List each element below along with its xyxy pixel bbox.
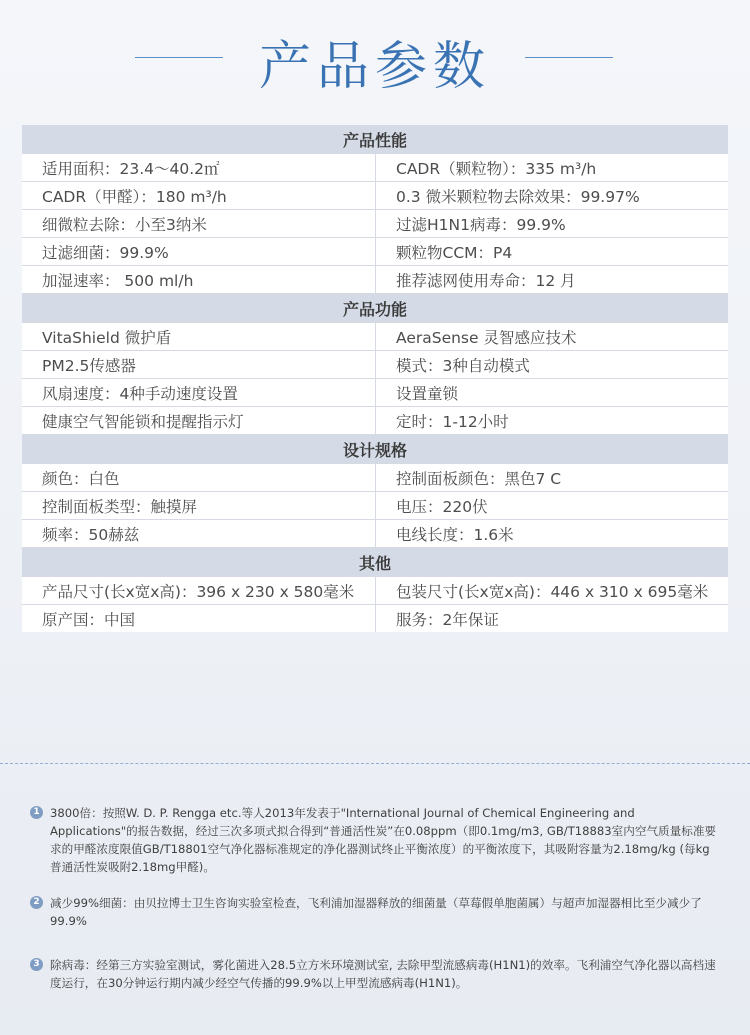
spec-cell-left: 风扇速度：4种手动速度设置 — [22, 379, 376, 407]
spec-cell-left: 适用面积：23.4～40.2㎡ — [22, 154, 376, 182]
spec-cell-left: 健康空气智能锁和提醒指示灯 — [22, 407, 376, 435]
spec-cell-left: 加湿速率： 500 ml/h — [22, 266, 376, 294]
title-divider-right — [525, 57, 613, 58]
spec-cell-left: 细微粒去除：小至3纳米 — [22, 210, 376, 238]
page-header — [0, 18, 750, 98]
footnote-number-badge: 1 — [30, 806, 43, 819]
section-header-row — [22, 125, 728, 154]
spec-cell-left: 产品尺寸(长x宽x高)：396 x 230 x 580毫米 — [22, 577, 376, 605]
section-header-row — [22, 548, 728, 577]
spec-row — [22, 407, 728, 435]
spec-cell-right: 颗粒物CCM：P4 — [376, 238, 729, 266]
notes-divider — [0, 763, 750, 764]
footnote-1 — [30, 804, 720, 876]
spec-cell-right: 电压：220伏 — [376, 492, 729, 520]
spec-row — [22, 154, 728, 182]
spec-cell-right: AeraSense 灵智感应技术 — [376, 323, 729, 351]
section-header-row — [22, 294, 728, 323]
footnote-text: 3800倍：按照W. D. P. Rengga etc.等人2013年发表于"International Journal of Chemical Engineering and Applications"的报告数据，经过三次多项式拟合得到“普通活性炭”在0.08ppm（即0.1mg/m3, GB/T18883室内空气质量标准要求的甲醛浓度限值GB/T18801空气净化器标准规定的净化器测试终止平衡浓度）的平衡浓度下，其吸附容量为2.18mg/kg (每kg普通活性炭吸附2.18mg甲醛)。 — [50, 806, 717, 874]
footnote-3 — [30, 956, 720, 992]
section-heading: 设计规格 — [22, 435, 728, 464]
spec-row — [22, 492, 728, 520]
spec-row — [22, 577, 728, 605]
section-heading: 其他 — [22, 548, 728, 577]
spec-row — [22, 266, 728, 294]
spec-cell-left: 控制面板类型：触摸屏 — [22, 492, 376, 520]
spec-cell-left: 颜色：白色 — [22, 464, 376, 492]
footnote-number-badge: 3 — [30, 958, 43, 971]
spec-row — [22, 351, 728, 379]
spec-row — [22, 323, 728, 351]
spec-row — [22, 520, 728, 548]
spec-cell-right: 0.3 微米颗粒物去除效果：99.97% — [376, 182, 729, 210]
spec-row — [22, 379, 728, 407]
footnote-text: 除病毒：经第三方实验室测试，雾化菌进入28.5立方米环境测试室, 去除甲型流感病毒(H1N1)的效率。飞利浦空气净化器以高档速度运行，在30分钟运行期内减少经空气传播的99.9%以上甲型流感病毒(H1N1)。 — [50, 958, 716, 990]
spec-cell-right: CADR（颗粒物）：335 m³/h — [376, 154, 729, 182]
footnote-number-badge: 2 — [30, 896, 43, 909]
spec-row — [22, 464, 728, 492]
spec-cell-right: 推荐滤网使用寿命：12 月 — [376, 266, 729, 294]
spec-cell-right: 模式：3种自动模式 — [376, 351, 729, 379]
spec-row — [22, 210, 728, 238]
spec-cell-right: 包装尺寸(长x宽x高)：446 x 310 x 695毫米 — [376, 577, 729, 605]
page-title: 产品参数 — [258, 37, 491, 97]
spec-row — [22, 238, 728, 266]
spec-row — [22, 182, 728, 210]
spec-cell-right: 控制面板颜色：黑色7 C — [376, 464, 729, 492]
spec-cell-left: CADR（甲醛）：180 m³/h — [22, 182, 376, 210]
spec-cell-left: 频率：50赫兹 — [22, 520, 376, 548]
spec-cell-left: 过滤细菌：99.9% — [22, 238, 376, 266]
spec-cell-right: 设置童锁 — [376, 379, 729, 407]
spec-cell-right: 定时：1-12小时 — [376, 407, 729, 435]
spec-cell-right: 过滤H1N1病毒：99.9% — [376, 210, 729, 238]
spec-cell-right: 服务：2年保证 — [396, 610, 499, 629]
footnote-text: 减少99%细菌：由贝拉博士卫生咨询实验室检查，飞利浦加湿器释放的细菌量（草莓假单胞菌属）与超声加湿器相比至少减少了99.9% — [50, 896, 702, 928]
spec-cell-left: 原产国：中国 — [22, 605, 376, 633]
section-heading: 产品性能 — [22, 125, 728, 154]
spec-cell-left: VitaShield 微护盾 — [22, 323, 376, 351]
spec-cell-left: PM2.5传感器 — [22, 351, 376, 379]
spec-cell-right: 电线长度：1.6米 — [376, 520, 729, 548]
spec-table — [22, 125, 728, 632]
spec-row — [22, 605, 728, 633]
section-header-row — [22, 435, 728, 464]
section-heading: 产品功能 — [22, 294, 728, 323]
footnote-2 — [30, 894, 720, 930]
